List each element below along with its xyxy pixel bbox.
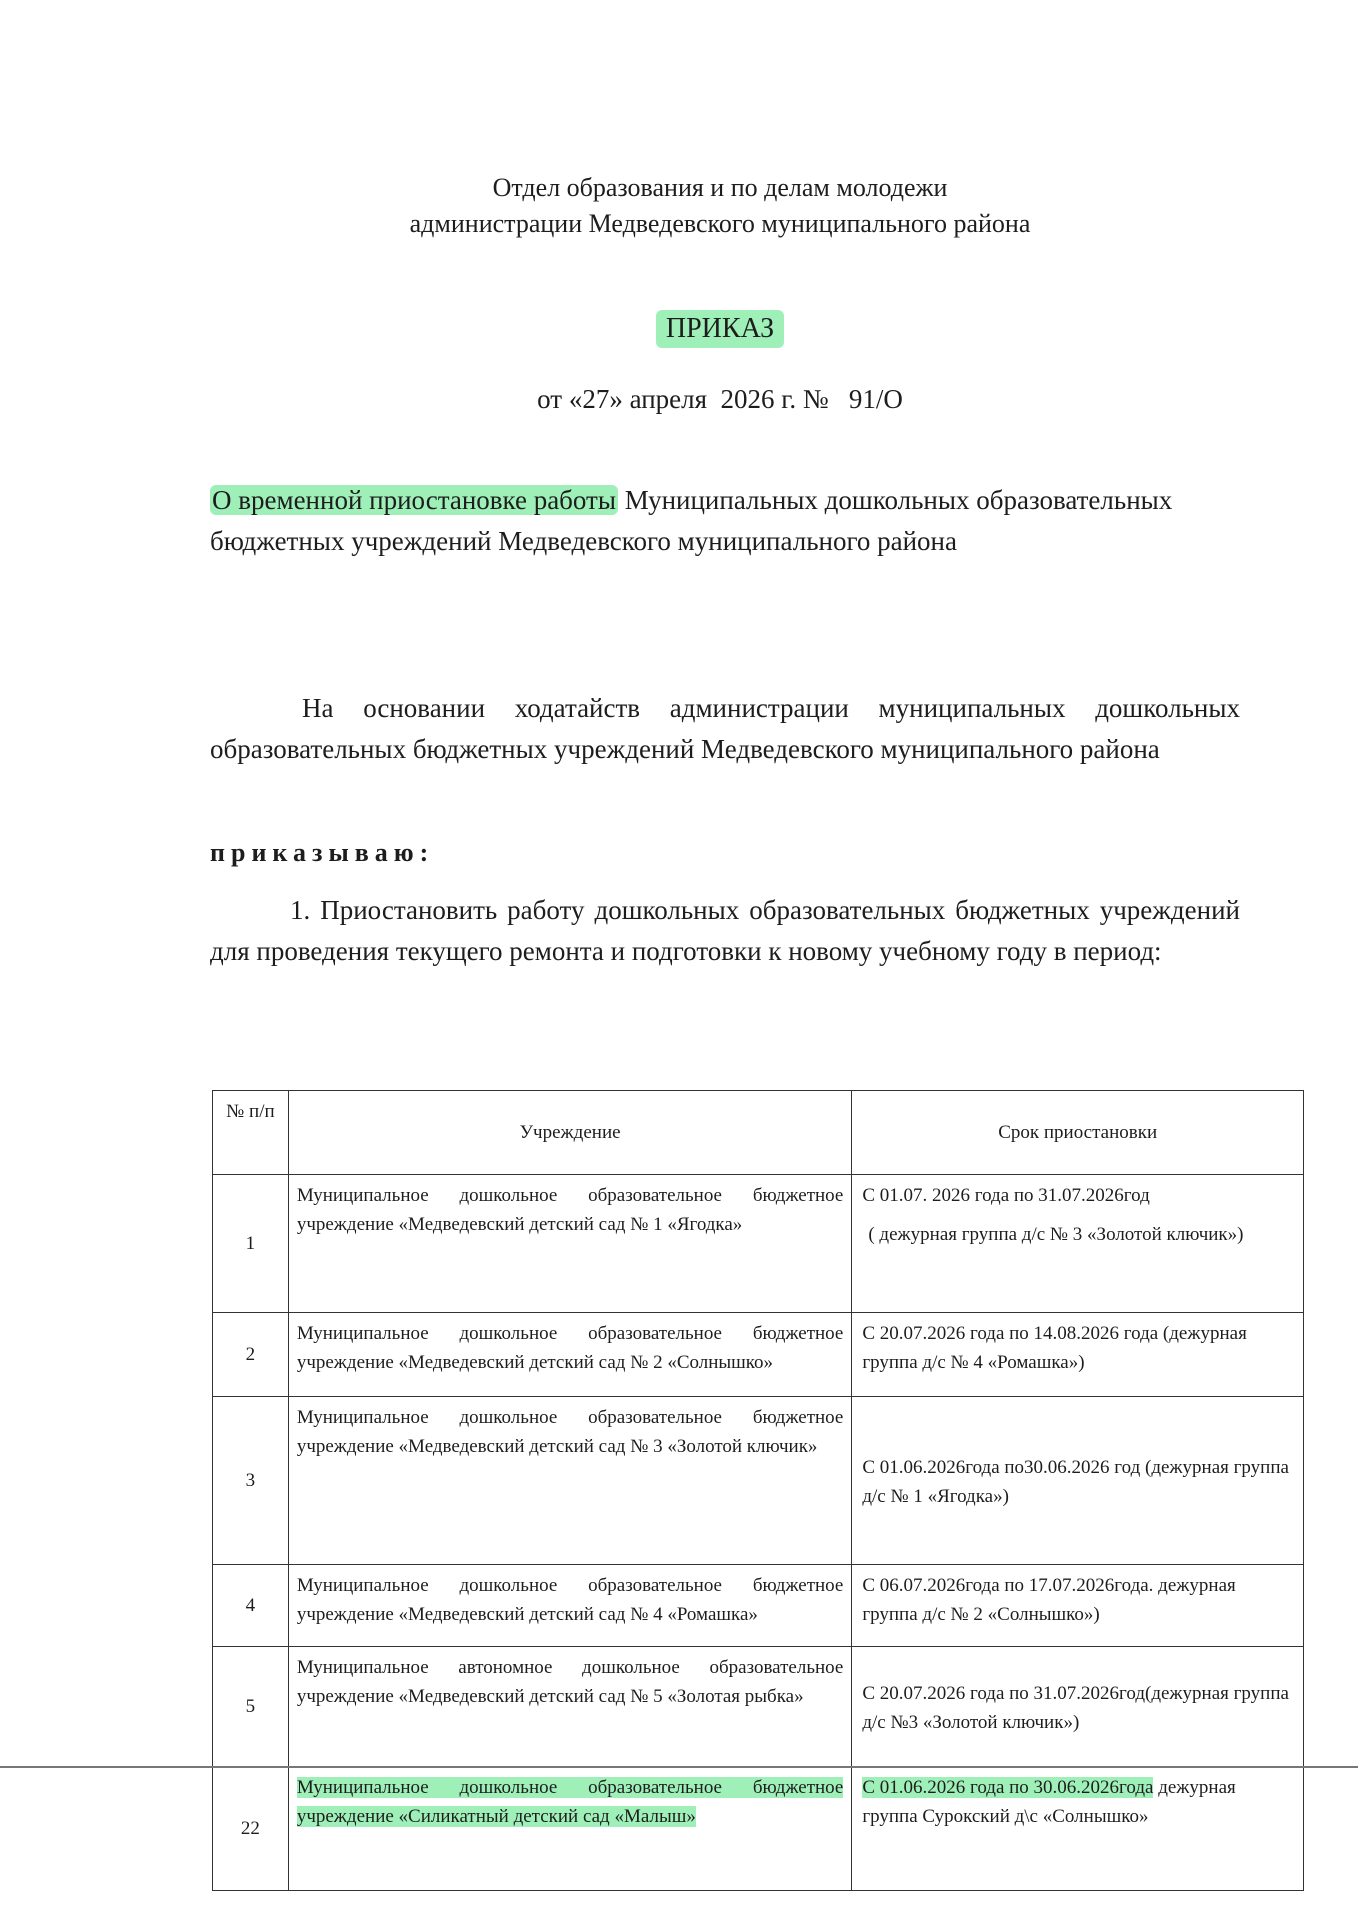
table-header-row — [213, 1091, 1304, 1175]
row-number: 3 — [213, 1397, 289, 1565]
row-term-duty-group: ( дежурная группа д/с № 3 «Золотой ключик») — [868, 1224, 1244, 1245]
organization-header — [0, 170, 1358, 242]
order-item-1: 1. Приостановить работу дошкольных образовательных бюджетных учреждений для проведения текущего ремонта и подготовки к новому учебному году в период: — [210, 895, 1240, 966]
header-number: № п/п — [213, 1091, 289, 1175]
table-row — [213, 1647, 1304, 1767]
row-term — [852, 1767, 1304, 1891]
title-block — [0, 310, 1358, 348]
header-term: Срок приостановки — [852, 1091, 1304, 1175]
row-institution: Муниципальное дошкольное образовательное бюджетное учреждение «Медведевский детский сад № 1 «Ягодка» — [288, 1175, 852, 1313]
org-line-1: Отдел образования и по делам молодежи — [492, 173, 948, 202]
row-institution: Муниципальное дошкольное образовательное бюджетное учреждение «Медведевский детский сад № 2 «Солнышко» — [288, 1313, 852, 1397]
table-row — [213, 1175, 1304, 1313]
subject-rest: Муниципальных дошкольных образовательных бюджетных учреждений Медведевского муниципального района — [210, 485, 1173, 556]
row-institution: Муниципальное автономное дошкольное образовательное учреждение «Медведевский детский сад № 5 «Золотая рыбка» — [288, 1647, 852, 1767]
row-term-period: С 01.07. 2026 года по 31.07.2026год — [862, 1185, 1150, 1206]
table-row — [213, 1767, 1304, 1891]
table-row — [213, 1397, 1304, 1565]
suspension-table — [212, 1090, 1304, 1891]
row-institution — [288, 1767, 852, 1891]
row-term: С 20.07.2026 года по 31.07.2026год(дежурная группа д/с №3 «Золотой ключик») — [852, 1647, 1304, 1767]
row-term: С 06.07.2026года по 17.07.2026года. дежурная группа д/с № 2 «Солнышко») — [852, 1565, 1304, 1647]
org-line-2: администрации Медведевского муниципального района — [409, 209, 1031, 238]
row-number: 1 — [213, 1175, 289, 1313]
header-institution: Учреждение — [288, 1091, 852, 1175]
document-subject — [210, 480, 1240, 562]
row-number: 22 — [213, 1767, 289, 1891]
subject-highlighted: О временной приостановке работы — [212, 485, 616, 515]
table-row — [213, 1313, 1304, 1397]
document-date-number: от «27» апреля 2026 г. № 91/О — [537, 384, 903, 414]
row-institution: Муниципальное дошкольное образовательное бюджетное учреждение «Медведевский детский сад № 4 «Ромашка» — [288, 1565, 852, 1647]
row-term: С 20.07.2026 года по 14.08.2026 года (дежурная группа д/с № 4 «Ромашка») — [852, 1313, 1304, 1397]
basis-paragraph: На основании ходатайств администрации муниципальных дошкольных образовательных бюджетных учреждений Медведевского муниципального района — [210, 693, 1240, 764]
orders-word: приказываю: — [210, 838, 435, 867]
row-institution: Муниципальное дошкольное образовательное бюджетное учреждение «Медведевский детский сад № 3 «Золотой ключик» — [288, 1397, 852, 1565]
row-term-rest: дежурная группа Сурокский д\с «Солнышко» — [862, 1777, 1236, 1827]
row-term — [852, 1175, 1304, 1313]
row-number: 5 — [213, 1647, 289, 1767]
row-number: 4 — [213, 1565, 289, 1647]
row-term-highlighted: С 01.06.2026 года по 30.06.2026года — [862, 1777, 1154, 1798]
row-term: С 01.06.2026года по30.06.2026 год (дежурная группа д/с № 1 «Ягодка») — [852, 1397, 1304, 1565]
document-title: ПРИКАЗ — [656, 310, 784, 348]
scan-fold-line — [0, 1766, 1358, 1768]
row-number: 2 — [213, 1313, 289, 1397]
table-row — [213, 1565, 1304, 1647]
row-institution-highlighted: Муниципальное дошкольное образовательное бюджетное учреждение «Силикатный детский сад «Малыш» — [296, 1777, 844, 1827]
